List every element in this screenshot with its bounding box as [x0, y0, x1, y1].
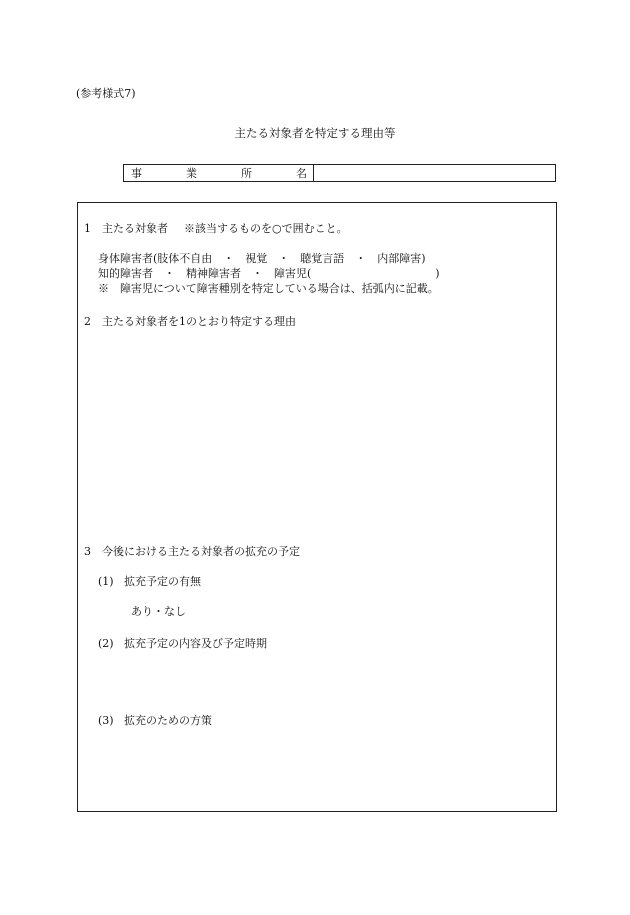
section3-sub2-area[interactable]: [124, 653, 544, 703]
section1-number: 1: [84, 222, 91, 235]
section1-heading-row: [84, 220, 348, 236]
form-body: [77, 202, 557, 812]
section3-sub3-number: (3): [98, 714, 114, 727]
section1-note-line: ※ 障害児について障害種別を特定している場合は、括弧内に記載。: [98, 282, 439, 295]
section2-heading: 主たる対象者を1のとおり特定する理由: [102, 315, 296, 328]
section1-line2-close: ): [435, 267, 440, 280]
office-name-table: [123, 164, 556, 182]
section3-number: 3: [84, 545, 91, 558]
section2-reason-area[interactable]: [98, 333, 538, 533]
office-label-char: 名: [296, 167, 307, 180]
section3-sub3-area[interactable]: [124, 730, 544, 800]
section3-sub2-row: [98, 635, 267, 651]
section3-sub3-label: 拡充のための方策: [124, 714, 212, 727]
section1-physical-line: 身体障害者(肢体不自由 ・ 視覚 ・ 聴覚言語 ・ 内部障害): [98, 252, 426, 265]
office-label-char: 事: [131, 167, 142, 180]
form-reference: (参考様式7): [76, 87, 136, 100]
section3-heading-row: [84, 543, 300, 559]
document-title: 主たる対象者を特定する理由等: [234, 126, 396, 140]
section1-line2-main: 知的障害者 ・ 精神障害者 ・ 障害児(: [98, 267, 312, 280]
section3-heading: 今後における主たる対象者の拡充の予定: [102, 545, 300, 558]
section3-sub1-label: 拡充予定の有無: [124, 575, 201, 588]
section3-sub1-row: [98, 573, 201, 589]
section3-sub1-options[interactable]: あり・なし: [131, 605, 186, 618]
office-name-label: [124, 165, 314, 181]
section3-sub3-row: [98, 712, 212, 728]
section3-sub2-label: 拡充予定の内容及び予定時期: [124, 637, 267, 650]
section2-number: 2: [84, 315, 91, 328]
section1-intellectual-line: [98, 265, 440, 281]
office-label-char: 所: [241, 167, 252, 180]
office-name-field[interactable]: [314, 165, 555, 181]
section1-note: ※該当するものを○で囲むこと。: [184, 222, 348, 235]
section3-sub1-number: (1): [98, 575, 114, 588]
office-label-char: 業: [186, 167, 197, 180]
section1-heading: 主たる対象者: [102, 222, 168, 235]
section2-heading-row: [84, 313, 296, 329]
section3-sub2-number: (2): [98, 637, 114, 650]
